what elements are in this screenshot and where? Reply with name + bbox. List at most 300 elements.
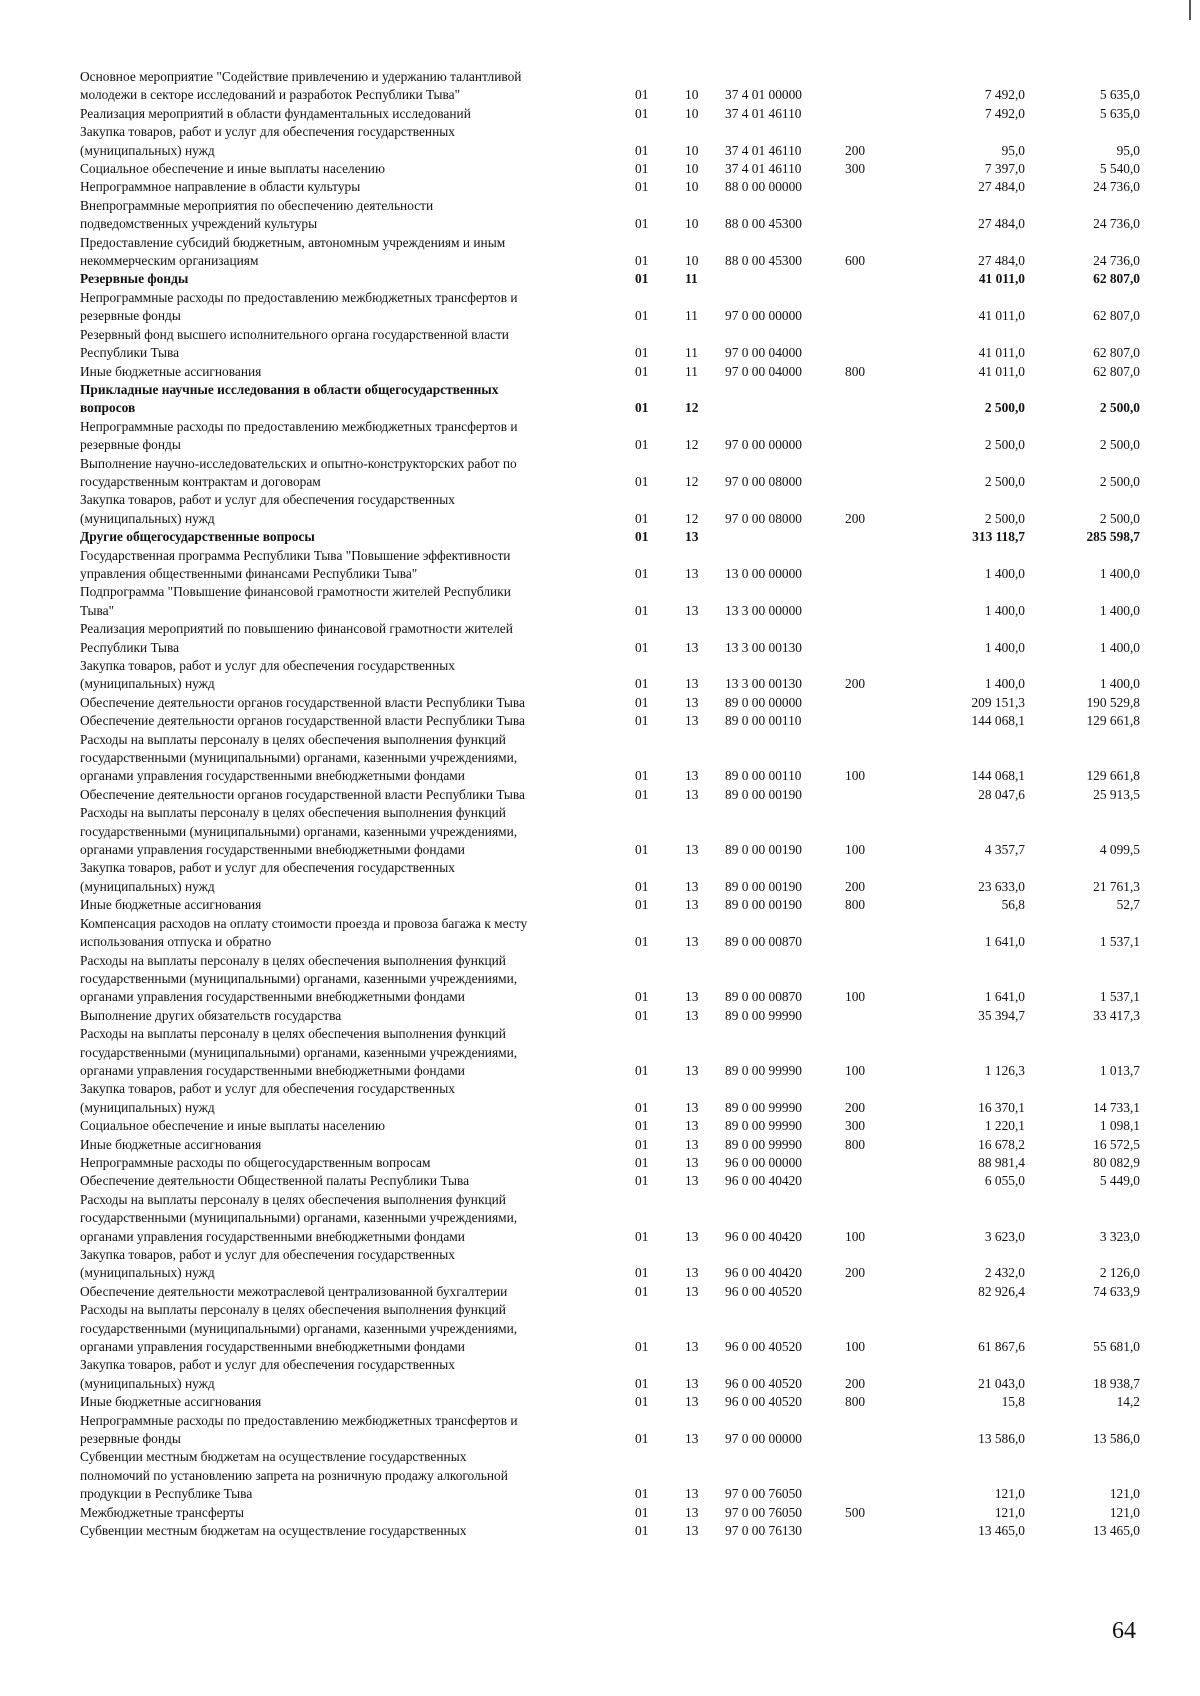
target-item-code: 96 0 00 40420 xyxy=(725,1228,802,1244)
target-item-code: 37 4 01 46110 xyxy=(725,161,802,177)
amount-year-2: 62 807,0 xyxy=(1093,363,1140,379)
amount-year-2: 190 529,8 xyxy=(1086,694,1140,710)
row-name-line: Иные бюджетные ассигнования xyxy=(80,363,262,379)
target-item-code: 13 3 00 00130 xyxy=(725,676,802,692)
amount-year-2: 1 537,1 xyxy=(1099,989,1140,1005)
amount-year-1: 121,0 xyxy=(994,1504,1025,1520)
subsection-code: 13 xyxy=(685,1007,699,1023)
table-row xyxy=(80,178,1140,196)
row-name-line: органами управления государственными внебюджетными фондами xyxy=(80,842,465,858)
table-row xyxy=(80,68,1140,105)
amount-year-2: 129 661,8 xyxy=(1086,768,1140,784)
row-name xyxy=(80,418,635,455)
row-name-line: Закупка товаров, работ и услуг для обеспечения государственных xyxy=(80,492,455,508)
amount-year-2: 95,0 xyxy=(1116,142,1140,158)
row-name xyxy=(80,786,635,804)
amount-year-2: 1 400,0 xyxy=(1099,565,1140,581)
row-name xyxy=(80,178,635,196)
section-code: 01 xyxy=(635,216,649,232)
row-name-line: Предоставление субсидий бюджетным, автономным учреждениям и иным xyxy=(80,234,506,250)
row-name-line: Расходы на выплаты персоналу в целях обеспечения выполнения функций xyxy=(80,952,506,968)
section-code: 01 xyxy=(635,1431,649,1447)
expense-type-code: 300 xyxy=(845,1118,866,1134)
expense-type-code: 600 xyxy=(845,253,866,269)
target-item-code: 37 4 01 00000 xyxy=(725,87,802,103)
expense-type-code xyxy=(845,68,910,105)
row-name-line: Выполнение других обязательств государства xyxy=(80,1007,342,1023)
subsection-code: 13 xyxy=(685,1062,699,1078)
section-code: 01 xyxy=(635,602,649,618)
table-row xyxy=(80,381,1140,418)
expense-type-code xyxy=(845,105,910,123)
row-name-line: вопросов xyxy=(80,400,136,416)
section-code: 01 xyxy=(635,713,649,729)
row-name xyxy=(80,712,635,730)
expense-type-code xyxy=(845,528,910,546)
target-item-code: 97 0 00 04000 xyxy=(725,363,802,379)
amount-year-2: 14 733,1 xyxy=(1093,1099,1140,1115)
expense-type-code: 100 xyxy=(845,1228,866,1244)
row-name-line: продукции в Республике Тыва xyxy=(80,1486,253,1502)
amount-year-2: 129 661,8 xyxy=(1086,713,1140,729)
row-name-line: Республики Тыва xyxy=(80,345,180,361)
amount-year-2: 1 013,7 xyxy=(1099,1062,1140,1078)
row-name-line: некоммерческим организациям xyxy=(80,253,259,269)
target-item-code: 88 0 00 45300 xyxy=(725,216,802,232)
expense-type-code xyxy=(845,712,910,730)
row-name-line: государственными (муниципальными) органами, казенными учреждениями, xyxy=(80,750,518,766)
amount-year-1: 88 981,4 xyxy=(978,1154,1025,1170)
section-code: 01 xyxy=(635,1394,649,1410)
amount-year-2: 21 761,3 xyxy=(1093,878,1140,894)
target-item-code: 37 4 01 46110 xyxy=(725,142,802,158)
amount-year-1: 6 055,0 xyxy=(984,1173,1025,1189)
expense-type-code: 200 xyxy=(845,878,866,894)
row-name xyxy=(80,270,635,288)
target-item-code: 97 0 00 08000 xyxy=(725,473,802,489)
row-name xyxy=(80,491,635,528)
expense-type-code xyxy=(845,786,910,804)
row-name-line: Непрограммное направление в области культуры xyxy=(80,179,361,195)
target-item-code: 89 0 00 00000 xyxy=(725,694,802,710)
subsection-code: 13 xyxy=(685,1504,699,1520)
amount-year-2: 1 400,0 xyxy=(1099,639,1140,655)
section-code: 01 xyxy=(635,473,649,489)
subsection-code: 10 xyxy=(685,105,699,121)
row-name xyxy=(80,234,635,271)
section-code: 01 xyxy=(635,1265,649,1281)
amount-year-2: 62 807,0 xyxy=(1093,345,1140,361)
amount-year-2: 52,7 xyxy=(1116,897,1140,913)
table-row xyxy=(80,1522,1140,1540)
table-row xyxy=(80,105,1140,123)
table-row xyxy=(80,1080,1140,1117)
section-code: 01 xyxy=(635,878,649,894)
table-row xyxy=(80,455,1140,492)
target-item-code: 97 0 00 00000 xyxy=(725,1431,802,1447)
subsection-code: 13 xyxy=(685,639,699,655)
expense-type-code: 300 xyxy=(845,161,866,177)
subsection-code: 13 xyxy=(685,1486,699,1502)
row-name-line: органами управления государственными внебюджетными фондами xyxy=(80,1339,465,1355)
expense-type-code xyxy=(845,289,910,326)
row-name-line: Реализация мероприятий по повышению финансовой грамотности жителей xyxy=(80,621,513,637)
amount-year-1: 21 043,0 xyxy=(978,1375,1025,1391)
amount-year-2: 16 572,5 xyxy=(1093,1136,1140,1152)
amount-year-1: 121,0 xyxy=(994,1486,1025,1502)
row-name-line: государственным контрактам и договорам xyxy=(80,473,321,489)
target-item-code: 89 0 00 00190 xyxy=(725,878,802,894)
amount-year-1: 2 500,0 xyxy=(984,510,1025,526)
amount-year-1: 16 370,1 xyxy=(978,1099,1025,1115)
row-name xyxy=(80,1522,635,1540)
row-name-line: Непрограммные расходы по предоставлению межбюджетных трансфертов и xyxy=(80,289,518,305)
section-code: 01 xyxy=(635,1228,649,1244)
row-name-line: (муниципальных) нужд xyxy=(80,1099,215,1115)
subsection-code: 13 xyxy=(685,786,699,802)
section-code: 01 xyxy=(635,308,649,324)
subsection-code: 11 xyxy=(685,363,698,379)
row-name-line: Непрограммные расходы по предоставлению межбюджетных трансфертов и xyxy=(80,1412,518,1428)
subsection-code: 10 xyxy=(685,161,699,177)
row-name-line: государственными (муниципальными) органами, казенными учреждениями, xyxy=(80,1044,518,1060)
table-row xyxy=(80,234,1140,271)
section-code: 01 xyxy=(635,1062,649,1078)
expense-type-code: 500 xyxy=(845,1504,866,1520)
row-name-line: Резервный фонд высшего исполнительного органа государственной власти xyxy=(80,326,509,342)
section-code: 01 xyxy=(635,1154,649,1170)
target-item-code: 13 3 00 00130 xyxy=(725,639,802,655)
subsection-code: 13 xyxy=(685,1265,699,1281)
table-row xyxy=(80,1136,1140,1154)
row-name-line: государственными (муниципальными) органами, казенными учреждениями, xyxy=(80,1210,518,1226)
row-name xyxy=(80,859,635,896)
table-row xyxy=(80,859,1140,896)
row-name xyxy=(80,1301,635,1356)
target-item-code: 89 0 00 00190 xyxy=(725,786,802,802)
amount-year-2: 121,0 xyxy=(1109,1486,1140,1502)
amount-year-1: 1 641,0 xyxy=(984,934,1025,950)
expense-type-code xyxy=(845,583,910,620)
amount-year-1: 1 400,0 xyxy=(984,639,1025,655)
subsection-code: 13 xyxy=(685,1099,699,1115)
subsection-code: 13 xyxy=(685,1339,699,1355)
row-name-line: подведомственных учреждений культуры xyxy=(80,216,318,232)
amount-year-2: 24 736,0 xyxy=(1093,179,1140,195)
section-code: 01 xyxy=(635,694,649,710)
row-name-line: Закупка товаров, работ и услуг для обеспечения государственных xyxy=(80,860,455,876)
expense-type-code xyxy=(845,178,910,196)
expense-type-code: 800 xyxy=(845,1136,866,1152)
table-row xyxy=(80,712,1140,730)
table-row xyxy=(80,1356,1140,1393)
amount-year-1: 144 068,1 xyxy=(971,768,1025,784)
table-row xyxy=(80,657,1140,694)
row-name-line: Республики Тыва xyxy=(80,639,180,655)
row-name-line: (муниципальных) нужд xyxy=(80,1375,215,1391)
amount-year-1: 41 011,0 xyxy=(978,363,1025,379)
amount-year-1: 7 492,0 xyxy=(984,105,1025,121)
row-name xyxy=(80,1007,635,1025)
subsection-code: 11 xyxy=(685,308,698,324)
subsection-code: 13 xyxy=(685,989,699,1005)
row-name xyxy=(80,455,635,492)
table-row xyxy=(80,1448,1140,1503)
amount-year-1: 41 011,0 xyxy=(978,345,1025,361)
expense-type-code: 200 xyxy=(845,1265,866,1281)
row-name-line: государственными (муниципальными) органами, казенными учреждениями, xyxy=(80,823,518,839)
row-name xyxy=(80,197,635,234)
row-name-line: Закупка товаров, работ и услуг для обеспечения государственных xyxy=(80,1081,455,1097)
table-row xyxy=(80,1283,1140,1301)
section-code: 01 xyxy=(635,87,649,103)
target-item-code: 89 0 00 99990 xyxy=(725,1062,802,1078)
row-name-line: органами управления государственными внебюджетными фондами xyxy=(80,1228,465,1244)
expense-type-code xyxy=(845,455,910,492)
section-code: 01 xyxy=(635,179,649,195)
target-item-code: 89 0 00 00870 xyxy=(725,989,802,1005)
amount-year-2: 1 098,1 xyxy=(1099,1118,1140,1134)
amount-year-1: 3 623,0 xyxy=(984,1228,1025,1244)
subsection-code: 13 xyxy=(685,842,699,858)
expense-type-code: 800 xyxy=(845,897,866,913)
section-code: 01 xyxy=(635,363,649,379)
section-code: 01 xyxy=(635,400,649,416)
amount-year-1: 313 118,7 xyxy=(972,529,1025,545)
amount-year-2: 1 400,0 xyxy=(1099,676,1140,692)
section-code: 01 xyxy=(635,529,649,545)
subsection-code: 10 xyxy=(685,179,699,195)
table-row xyxy=(80,123,1140,160)
row-name-line: Социальное обеспечение и иные выплаты населению xyxy=(80,1118,385,1134)
row-name-line: Расходы на выплаты персоналу в целях обеспечения выполнения функций xyxy=(80,805,506,821)
row-name-line: Подпрограмма "Повышение финансовой грамотности жителей Республики xyxy=(80,584,511,600)
row-name xyxy=(80,1283,635,1301)
row-name-line: резервные фонды xyxy=(80,308,181,324)
amount-year-1: 144 068,1 xyxy=(971,713,1025,729)
target-item-code: 89 0 00 00190 xyxy=(725,897,802,913)
row-name xyxy=(80,381,635,418)
section-code: 01 xyxy=(635,105,649,121)
expense-type-code xyxy=(845,418,910,455)
amount-year-2: 285 598,7 xyxy=(1086,529,1140,545)
row-name xyxy=(80,896,635,914)
row-name-line: полномочий по установлению запрета на розничную продажу алкогольной xyxy=(80,1467,508,1483)
subsection-code: 10 xyxy=(685,216,699,232)
amount-year-2: 5 540,0 xyxy=(1099,161,1140,177)
expense-type-code xyxy=(845,326,910,363)
target-item-code: 89 0 00 00110 xyxy=(725,713,802,729)
amount-year-1: 95,0 xyxy=(1001,142,1025,158)
subsection-code: 13 xyxy=(685,713,699,729)
row-name-line: использования отпуска и обратно xyxy=(80,934,272,950)
target-item-code: 13 0 00 00000 xyxy=(725,565,802,581)
expense-type-code xyxy=(845,1522,910,1540)
row-name xyxy=(80,1025,635,1080)
amount-year-1: 7 492,0 xyxy=(984,87,1025,103)
row-name-line: Субвенции местным бюджетам на осуществление государственных xyxy=(80,1523,467,1539)
subsection-code: 13 xyxy=(685,1283,699,1299)
table-row xyxy=(80,952,1140,1007)
amount-year-2: 13 586,0 xyxy=(1093,1431,1140,1447)
amount-year-2: 2 500,0 xyxy=(1099,437,1140,453)
table-row xyxy=(80,1172,1140,1190)
row-name-line: Выполнение научно-исследовательских и опытно-конструкторских работ по xyxy=(80,455,517,471)
amount-year-1: 56,8 xyxy=(1001,897,1025,913)
amount-year-2: 2 500,0 xyxy=(1099,473,1140,489)
amount-year-2: 24 736,0 xyxy=(1093,253,1140,269)
target-item-code: 96 0 00 00000 xyxy=(725,1154,802,1170)
expense-type-code xyxy=(845,915,910,952)
subsection-code: 12 xyxy=(685,510,699,526)
row-name xyxy=(80,657,635,694)
amount-year-1: 4 357,7 xyxy=(984,842,1025,858)
target-item-code: 97 0 00 00000 xyxy=(725,308,802,324)
row-name-line: органами управления государственными внебюджетными фондами xyxy=(80,1062,465,1078)
row-name-line: Обеспечение деятельности межотраслевой централизованной бухгалтерии xyxy=(80,1283,508,1299)
amount-year-1: 2 500,0 xyxy=(984,437,1025,453)
amount-year-2: 33 417,3 xyxy=(1093,1007,1140,1023)
table-row xyxy=(80,1393,1140,1411)
expense-type-code xyxy=(845,1007,910,1025)
row-name-line: (муниципальных) нужд xyxy=(80,510,215,526)
row-name-line: Обеспечение деятельности органов государственной власти Республики Тыва xyxy=(80,713,525,729)
section-code: 01 xyxy=(635,1283,649,1299)
target-item-code: 97 0 00 00000 xyxy=(725,437,802,453)
row-name-line: Субвенции местным бюджетам на осуществление государственных xyxy=(80,1449,467,1465)
amount-year-1: 28 047,6 xyxy=(978,786,1025,802)
table-row xyxy=(80,731,1140,786)
scan-edge-mark xyxy=(1189,0,1191,20)
row-name-line: Закупка товаров, работ и услуг для обеспечения государственных xyxy=(80,658,455,673)
row-name-line: Расходы на выплаты персоналу в целях обеспечения выполнения функций xyxy=(80,1302,506,1318)
subsection-code: 13 xyxy=(685,897,699,913)
table-row xyxy=(80,528,1140,546)
expense-type-code: 100 xyxy=(845,1062,866,1078)
row-name-line: Другие общегосударственные вопросы xyxy=(80,529,315,545)
table-row xyxy=(80,197,1140,234)
expense-type-code: 100 xyxy=(845,768,866,784)
amount-year-1: 13 586,0 xyxy=(978,1431,1025,1447)
amount-year-2: 74 633,9 xyxy=(1093,1283,1140,1299)
subsection-code: 13 xyxy=(685,676,699,692)
amount-year-2: 2 500,0 xyxy=(1099,510,1140,526)
table-row xyxy=(80,547,1140,584)
amount-year-2: 5 635,0 xyxy=(1099,87,1140,103)
section-code: 01 xyxy=(635,510,649,526)
row-name xyxy=(80,1136,635,1154)
table-row xyxy=(80,1504,1140,1522)
row-name xyxy=(80,804,635,859)
expense-type-code: 200 xyxy=(845,142,866,158)
row-name-line: Реализация мероприятий в области фундаментальных исследований xyxy=(80,105,471,121)
page-number: 64 xyxy=(1112,1618,1136,1644)
table-row xyxy=(80,491,1140,528)
section-code: 01 xyxy=(635,1486,649,1502)
amount-year-2: 62 807,0 xyxy=(1093,271,1140,287)
section-code: 01 xyxy=(635,786,649,802)
amount-year-1: 61 867,6 xyxy=(978,1339,1025,1355)
target-item-code: 97 0 00 08000 xyxy=(725,510,802,526)
subsection-code: 13 xyxy=(685,1154,699,1170)
amount-year-2: 2 500,0 xyxy=(1099,400,1140,416)
row-name xyxy=(80,68,635,105)
amount-year-2: 18 938,7 xyxy=(1093,1375,1140,1391)
row-name xyxy=(80,694,635,712)
subsection-code: 13 xyxy=(685,934,699,950)
subsection-code: 12 xyxy=(685,437,699,453)
row-name-line: Основное мероприятие "Содействие привлечению и удержанию талантливой xyxy=(80,69,522,84)
expense-type-code xyxy=(845,1283,910,1301)
expense-type-code xyxy=(845,1154,910,1172)
amount-year-1: 27 484,0 xyxy=(978,179,1025,195)
table-row xyxy=(80,1246,1140,1283)
target-item-code: 89 0 00 00110 xyxy=(725,768,802,784)
section-code: 01 xyxy=(635,565,649,581)
expense-type-code xyxy=(845,197,910,234)
target-item-code: 13 3 00 00000 xyxy=(725,602,802,618)
row-name-line: Закупка товаров, работ и услуг для обеспечения государственных xyxy=(80,124,455,140)
table-row xyxy=(80,896,1140,914)
section-code: 01 xyxy=(635,1136,649,1152)
target-item-code: 96 0 00 40520 xyxy=(725,1339,802,1355)
amount-year-2: 13 465,0 xyxy=(1093,1523,1140,1539)
target-item-code: 89 0 00 99990 xyxy=(725,1136,802,1152)
amount-year-2: 24 736,0 xyxy=(1093,216,1140,232)
subsection-code: 10 xyxy=(685,87,699,103)
row-name-line: органами управления государственными внебюджетными фондами xyxy=(80,989,465,1005)
amount-year-1: 13 465,0 xyxy=(978,1523,1025,1539)
amount-year-2: 4 099,5 xyxy=(1099,842,1140,858)
target-item-code: 88 0 00 00000 xyxy=(725,179,802,195)
row-name xyxy=(80,952,635,1007)
row-name-line: Расходы на выплаты персоналу в целях обеспечения выполнения функций xyxy=(80,731,506,747)
subsection-code: 13 xyxy=(685,768,699,784)
budget-table xyxy=(80,68,1140,1541)
target-item-code: 96 0 00 40520 xyxy=(725,1375,802,1391)
expense-type-code: 200 xyxy=(845,1099,866,1115)
section-code: 01 xyxy=(635,142,649,158)
row-name xyxy=(80,528,635,546)
table-row xyxy=(80,289,1140,326)
row-name-line: Обеспечение деятельности Общественной палаты Республики Тыва xyxy=(80,1173,470,1189)
subsection-code: 12 xyxy=(685,473,699,489)
amount-year-1: 23 633,0 xyxy=(978,878,1025,894)
amount-year-1: 2 500,0 xyxy=(984,400,1025,416)
row-name-line: Расходы на выплаты персоналу в целях обеспечения выполнения функций xyxy=(80,1191,506,1207)
row-name xyxy=(80,123,635,160)
row-name xyxy=(80,105,635,123)
amount-year-1: 1 126,3 xyxy=(984,1062,1025,1078)
target-item-code xyxy=(725,381,845,418)
amount-year-1: 1 400,0 xyxy=(984,676,1025,692)
expense-type-code: 800 xyxy=(845,1394,866,1410)
target-item-code: 96 0 00 40420 xyxy=(725,1173,802,1189)
subsection-code: 13 xyxy=(685,1394,699,1410)
table-row xyxy=(80,915,1140,952)
row-name xyxy=(80,363,635,381)
row-name-line: (муниципальных) нужд xyxy=(80,878,215,894)
subsection-code: 11 xyxy=(685,271,698,287)
section-code: 01 xyxy=(635,1504,649,1520)
amount-year-1: 27 484,0 xyxy=(978,216,1025,232)
section-code: 01 xyxy=(635,1118,649,1134)
table-row xyxy=(80,418,1140,455)
table-row xyxy=(80,1301,1140,1356)
expense-type-code: 100 xyxy=(845,989,866,1005)
amount-year-1: 7 397,0 xyxy=(984,161,1025,177)
table-row xyxy=(80,363,1140,381)
